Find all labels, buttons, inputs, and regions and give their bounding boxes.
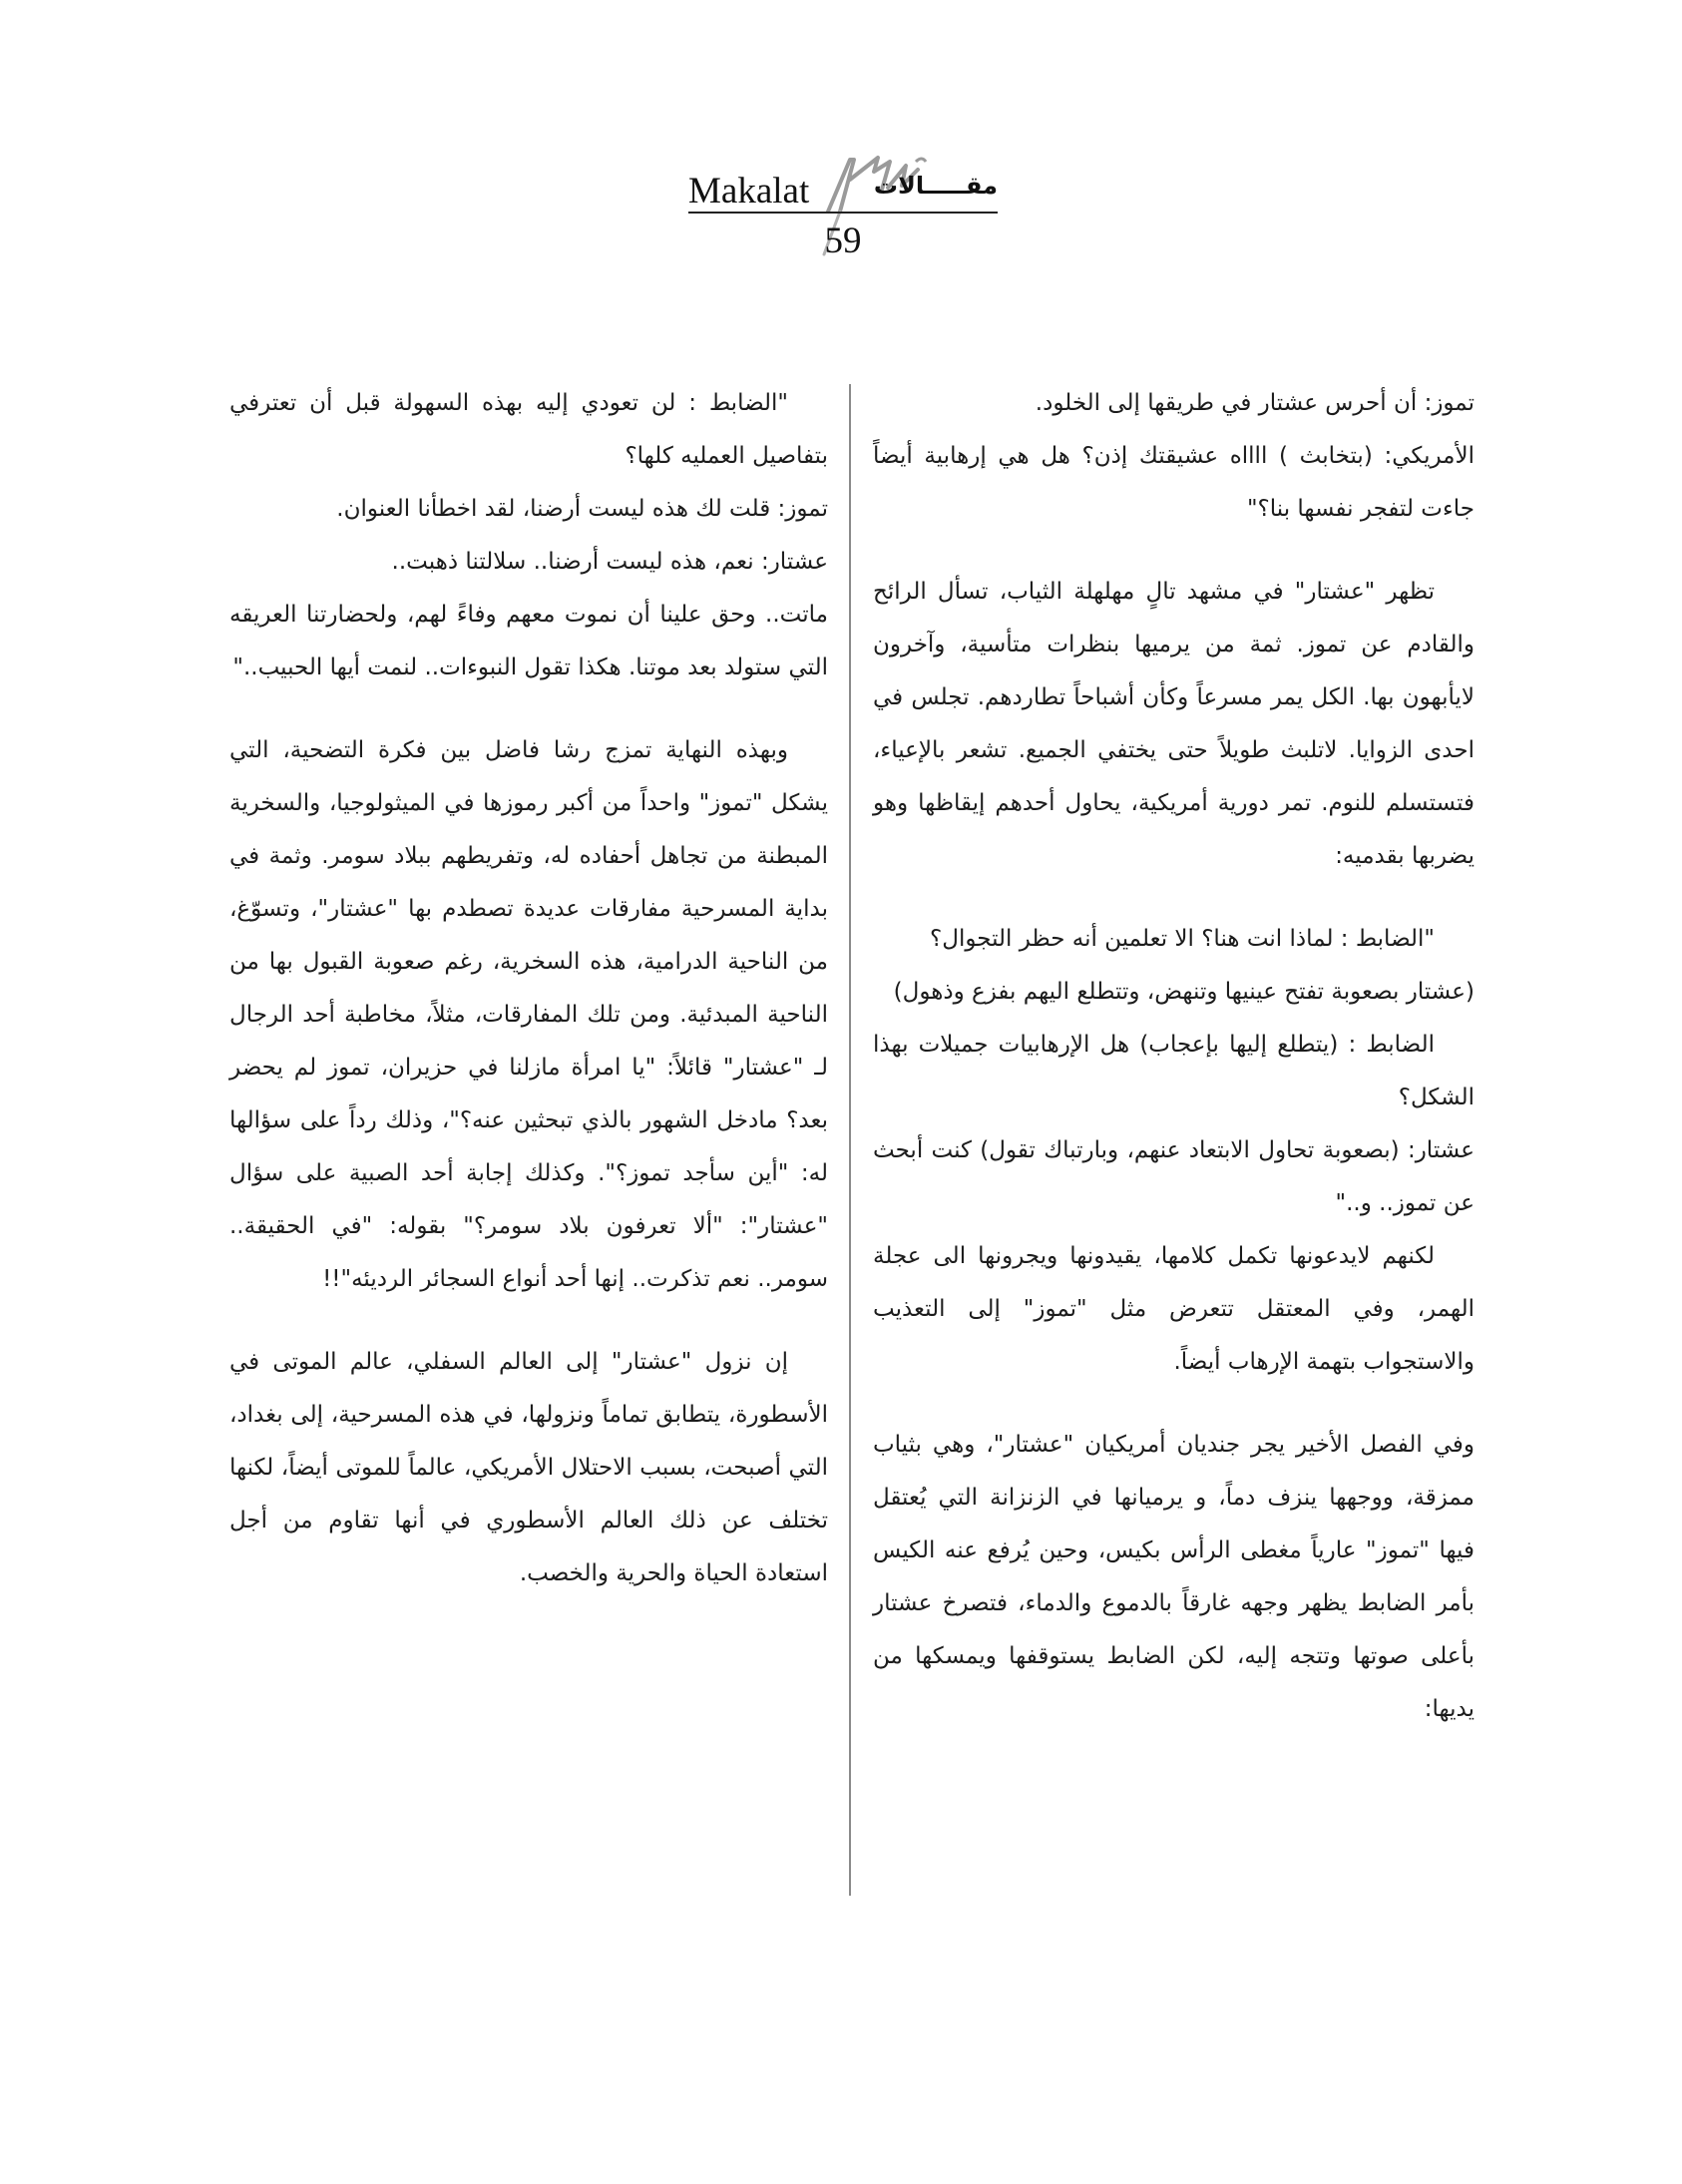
header-arabic-title: مقـــــالات [873, 172, 998, 200]
paragraph: عشتار: نعم، هذه ليست أرضنا.. سلالتنا ذهبت.. [391, 549, 828, 575]
paragraph: إن نزول "عشتار" إلى العالم السفلي، عالم الموتى في الأسطورة، يتطابق تماماً ونزولها، في هذه المسرحية، إلى بغداد، التي أصبحت، بسبب الاحتلال الأمريكي، عالماً للموتى أيضاً، لكنها تختلف عن ذلك العالم الأسطوري في أنها تقاوم من أجل استعادة الحياة والحرية والخصب. [229, 1349, 828, 1586]
header-rule [688, 212, 998, 214]
paragraph: (عشتار بصعوبة تفتح عينيها وتنهض، وتتطلع اليهم بفزع وذهول) [893, 979, 1474, 1005]
column-divider [849, 384, 851, 1896]
paragraph: "الضابط : لماذا انت هنا؟ الا تعلمين أنه حظر التجوال؟ [930, 926, 1435, 952]
paragraph: لكنهم لايدعونها تكمل كلامها، يقيدونها ويجرونها الى عجلة الهمر، وفي المعتقل تتعرض مثل "تموز" إلى التعذيب والاستجواب بتهمة الإرهاب أيضاً. [873, 1243, 1474, 1375]
paragraph: تموز: أن أحرس عشتار في طريقها إلى الخلود. [1035, 390, 1474, 416]
paragraph: عشتار: (بصعوبة تحاول الابتعاد عنهم، وبارتباك تقول) كنت أبحث عن تموز.. و.." [873, 1137, 1474, 1216]
paragraph: الضابط : (يتطلع إليها بإعجاب) هل الإرهابيات جميلات بهذا الشكل؟ [873, 1032, 1474, 1110]
paragraph: ماتت.. وحق علينا أن نموت معهم وفاءً لهم، ولحضارتنا العريقه التي ستولد بعد موتنا. هكذا تقول النبوءات.. لنمت أيها الحبيب.." [229, 602, 828, 680]
paragraph: الأمريكي: (بتخابث ) ااااه عشيقتك إذن؟ هل هي إرهابية أيضاً جاءت لتفجر نفسها بنا؟" [873, 443, 1474, 522]
right-column [873, 377, 1474, 1736]
page-number: 59 [824, 220, 862, 261]
running-header [688, 150, 998, 259]
paragraph: وفي الفصل الأخير يجر جنديان أمريكيان "عشتار"، وهي بثياب ممزقة، ووجهها ينزف دماً، و يرميانها في الزنزانة التي يُعتقل فيها "تموز" عارياً مغطى الرأس بكيس، وحين يُرفع عنه الكيس بأمر الضابط يظهر وجهه غارقاً بالدموع والدماء، فتصرخ عشتار بأعلى صوتها وتتجه إليه، لكن الضابط يستوقفها ويمسكها من يديها: [873, 1432, 1474, 1722]
paragraph: وبهذه النهاية تمزج رشا فاضل بين فكرة التضحية، التي يشكل "تموز" واحداً من أكبر رموزها في الميثولوجيا، والسخرية المبطنة من تجاهل أحفاده له، وتفريطهم ببلاد سومر. وثمة في بداية المسرحية مفارقات عديدة تصطدم بها "عشتار"، وتسوّغ، من الناحية الدرامية، هذه السخرية، رغم صعوبة القبول بها من الناحية المبدئية. ومن تلك المفارقات، مثلاً، مخاطبة أحد الرجال لـ "عشتار" قائلاً: "يا امرأة مازلنا في حزيران، تموز لم يحضر بعد؟ مادخل الشهور بالذي تبحثين عنه؟"، وذلك رداً على سؤالها له: "أين سأجد تموز؟". وكذلك إجابة أحد الصبية على سؤال "عشتار": "ألا تعرفون بلاد سومر؟" بقوله: "في الحقيقة.. سومر.. نعم تذكرت.. إنها أحد أنواع السجائر الرديئه"!! [229, 737, 828, 1292]
paragraph: "الضابط : لن تعودي إليه بهذه السهولة قبل أن تعترفي بتفاصيل العمليه كلها؟ [229, 390, 828, 469]
left-column [229, 377, 828, 1600]
paragraph: تظهر "عشتار" في مشهد تالٍ مهلهلة الثياب، تسأل الرائح والقادم عن تموز. ثمة من يرميها بنظرات متأسية، وآخرون لايأبهون بها. الكل يمر مسرعاً وكأن أشباحاً تطاردهم. تجلس في احدى الزوايا. لاتلبث طويلاً حتى يختفي الجميع. تشعر بالإعياء، فتستسلم للنوم. تمر دورية أمريكية، يحاول أحدهم إيقاظها وهو يضربها بقدميه: [873, 579, 1474, 869]
paragraph: تموز: قلت لك هذه ليست أرضنا، لقد اخطأنا العنوان. [336, 496, 828, 522]
header-latin-title: Makalat [688, 171, 810, 212]
